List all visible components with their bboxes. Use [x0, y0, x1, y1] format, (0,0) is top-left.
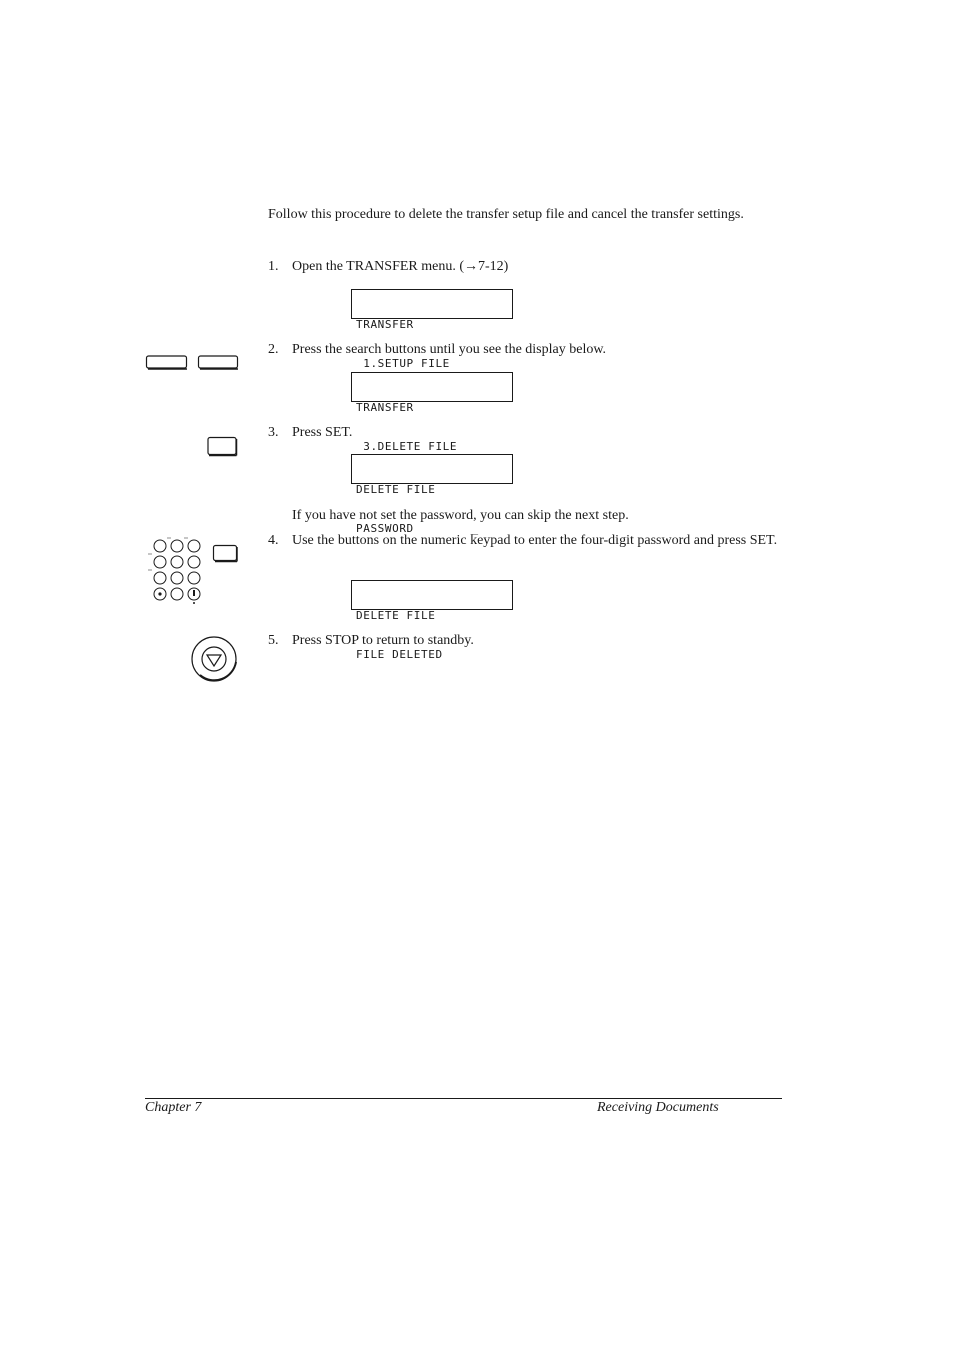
lcd-line-2: FILE DELETED: [356, 648, 443, 661]
stop-button-icon: [190, 635, 240, 685]
password-note: If you have not set the password, you can skip the next step.: [292, 508, 629, 523]
lcd-display-3: [351, 454, 513, 535]
step-number: 5.: [268, 633, 279, 648]
footer-chapter: Chapter 7: [145, 1100, 202, 1115]
step-2: [268, 341, 778, 358]
step-1: [268, 258, 778, 275]
lcd-line-1: DELETE FILE: [356, 609, 436, 622]
set-button-icon: [206, 436, 240, 458]
lcd-line-2: PASSWORD _: [356, 522, 479, 535]
intro-text: Follow this procedure to delete the transfer setup file and cancel the transfer settings.: [268, 207, 744, 222]
lcd-line-2: 3.DELETE FILE: [356, 440, 458, 453]
lcd-display-2: [351, 372, 513, 453]
search-buttons-icon: [145, 354, 241, 372]
step-5: [268, 632, 778, 649]
step-text: Use the buttons on the numeric keypad to enter the four-digit password and press SET.: [292, 533, 778, 548]
step-number: 1.: [268, 259, 279, 274]
lcd-line-1: DELETE FILE: [356, 483, 436, 496]
step-number: 3.: [268, 425, 279, 440]
step-text: Press the search buttons until you see the display below.: [292, 342, 607, 357]
footer-section: Receiving Documents: [597, 1100, 719, 1115]
lcd-line-1: TRANSFER: [356, 401, 414, 414]
lcd-line-1: TRANSFER: [356, 318, 414, 331]
step-4: [268, 532, 778, 549]
step-3: [268, 424, 778, 441]
step-text: Press STOP to return to standby.: [292, 633, 474, 648]
lcd-line-2: 1.SETUP FILE: [356, 357, 450, 370]
step-text: Open the TRANSFER menu. (→7-12): [292, 259, 509, 274]
step-text: Press SET.: [292, 425, 353, 440]
step-number: 4.: [268, 533, 279, 548]
numeric-keypad-icon: [144, 536, 244, 608]
step-number: 2.: [268, 342, 279, 357]
footer-divider: [145, 1098, 782, 1099]
